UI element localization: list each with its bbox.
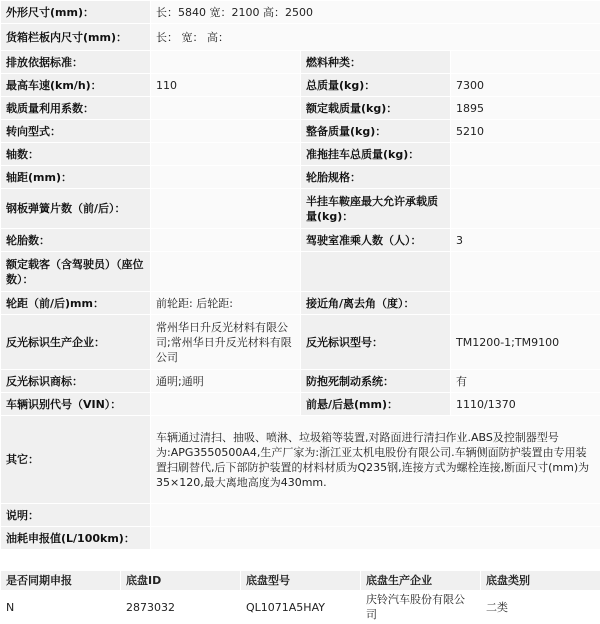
spec-label: 外形尺寸(mm)： xyxy=(1,1,151,24)
spec-value: 长：5840 宽：2100 高：2500 xyxy=(151,1,600,24)
spec-label: 车辆识别代号（VIN）： xyxy=(1,393,151,416)
spec-row-fuel xyxy=(1,527,600,550)
chassis-cell: 庆铃汽车股份有限公司 xyxy=(361,591,481,624)
spec-label: 轮距（前/后)mm： xyxy=(1,292,151,315)
spec-row-note xyxy=(1,504,600,527)
spec-label: 轴数： xyxy=(1,143,151,166)
spec-label: 反光标识商标： xyxy=(1,370,151,393)
spec-value xyxy=(151,252,301,292)
spec-value: 110 xyxy=(151,74,301,97)
spec-value: 3 xyxy=(451,229,600,252)
spec-value xyxy=(151,189,301,229)
spec-value: 1110/1370 xyxy=(451,393,600,416)
spec-value: 长： 宽： 高： xyxy=(151,24,600,51)
spec-label: 轮胎数： xyxy=(1,229,151,252)
spec-row xyxy=(1,120,600,143)
spec-label: 其它： xyxy=(1,416,151,504)
spec-row xyxy=(1,74,600,97)
spec-label: 反光标识生产企业： xyxy=(1,315,151,370)
spec-label: 轮胎规格： xyxy=(301,166,451,189)
spec-label: 半挂车鞍座最大允许承载质量(kg)： xyxy=(301,189,451,229)
chassis-cell: N xyxy=(1,591,121,624)
spec-row-other xyxy=(1,416,600,504)
spec-value: 有 xyxy=(451,370,600,393)
spec-label: 总质量(kg)： xyxy=(301,74,451,97)
spec-row xyxy=(1,229,600,252)
spec-value: 5210 xyxy=(451,120,600,143)
spec-label: 轴距(mm)： xyxy=(1,166,151,189)
spec-value xyxy=(151,120,301,143)
spec-value: 7300 xyxy=(451,74,600,97)
spec-value xyxy=(451,292,600,315)
spec-label: 钢板弹簧片数（前/后）： xyxy=(1,189,151,229)
spec-label: 排放依据标准： xyxy=(1,51,151,74)
spec-value xyxy=(451,143,600,166)
spec-label: 说明： xyxy=(1,504,151,527)
spec-row xyxy=(1,166,600,189)
spec-label: 防抱死制动系统： xyxy=(301,370,451,393)
spec-label: 油耗申报值(L/100km)： xyxy=(1,527,151,550)
chassis-header-cell: 底盘类别 xyxy=(481,571,600,591)
spec-row xyxy=(1,315,600,370)
spec-label: 载质量利用系数： xyxy=(1,97,151,120)
spec-row-cargo-box xyxy=(1,24,600,51)
chassis-table xyxy=(0,570,600,624)
chassis-data-row xyxy=(1,591,600,624)
spec-label: 准拖挂车总质量(kg)： xyxy=(301,143,451,166)
spec-label: 驾驶室准乘人数（人）： xyxy=(301,229,451,252)
chassis-header-cell: 底盘ID xyxy=(121,571,241,591)
spec-row xyxy=(1,370,600,393)
spec-row xyxy=(1,51,600,74)
chassis-header-cell: 是否同期申报 xyxy=(1,571,121,591)
spec-value xyxy=(151,504,600,527)
spec-value xyxy=(151,166,301,189)
spec-row xyxy=(1,97,600,120)
spec-row xyxy=(1,393,600,416)
spec-label: 额定载质量(kg)： xyxy=(301,97,451,120)
spec-row xyxy=(1,252,600,292)
spec-label: 额定载客（含驾驶员）（座位数）： xyxy=(1,252,151,292)
spec-value: 1895 xyxy=(451,97,600,120)
chassis-cell: 2873032 xyxy=(121,591,241,624)
spec-label: 货箱栏板内尺寸(mm)： xyxy=(1,24,151,51)
spec-label: 整备质量(kg)： xyxy=(301,120,451,143)
chassis-cell: 二类 xyxy=(481,591,600,624)
chassis-cell: QL1071A5HAY xyxy=(241,591,361,624)
spec-value xyxy=(451,189,600,229)
spec-value xyxy=(151,143,301,166)
chassis-header-row xyxy=(1,571,600,591)
spec-value: TM1200-1;TM9100 xyxy=(451,315,600,370)
spec-row xyxy=(1,292,600,315)
spec-label: 最高车速(km/h)： xyxy=(1,74,151,97)
spec-value: 前轮距: 后轮距: xyxy=(151,292,301,315)
spec-label: 燃料种类： xyxy=(301,51,451,74)
spec-value xyxy=(451,252,600,292)
spec-label xyxy=(301,252,451,292)
spec-label: 反光标识型号： xyxy=(301,315,451,370)
spec-value: 常州华日升反光材料有限公司;常州华日升反光材料有限公司 xyxy=(151,315,301,370)
spec-value xyxy=(151,51,301,74)
spec-value xyxy=(151,393,301,416)
spec-value: 通明;通明 xyxy=(151,370,301,393)
spec-label: 转向型式： xyxy=(1,120,151,143)
spec-value: 车辆通过清扫、抽吸、喷淋、垃圾箱等装置,对路面进行清扫作业.ABS及控制器型号为:APG3550500A4,生产厂家为:浙江亚太机电股份有限公司.车辆侧面防护装置由专用装置扫刷替代,后下部防护装置的材料材质为Q235钢,连接方式为螺栓连接,断面尺寸(mm)为35×120,最大离地高度为430mm. xyxy=(151,416,600,504)
spec-value xyxy=(451,51,600,74)
chassis-header-cell: 底盘型号 xyxy=(241,571,361,591)
spec-row-dimensions xyxy=(1,1,600,24)
spec-value xyxy=(151,97,301,120)
chassis-header-cell: 底盘生产企业 xyxy=(361,571,481,591)
spec-label: 接近角/离去角（度）： xyxy=(301,292,451,315)
spec-value xyxy=(151,527,600,550)
spec-value xyxy=(151,229,301,252)
spec-value xyxy=(451,166,600,189)
spec-row xyxy=(1,143,600,166)
spec-label: 前悬/后悬(mm)： xyxy=(301,393,451,416)
spec-row xyxy=(1,189,600,229)
